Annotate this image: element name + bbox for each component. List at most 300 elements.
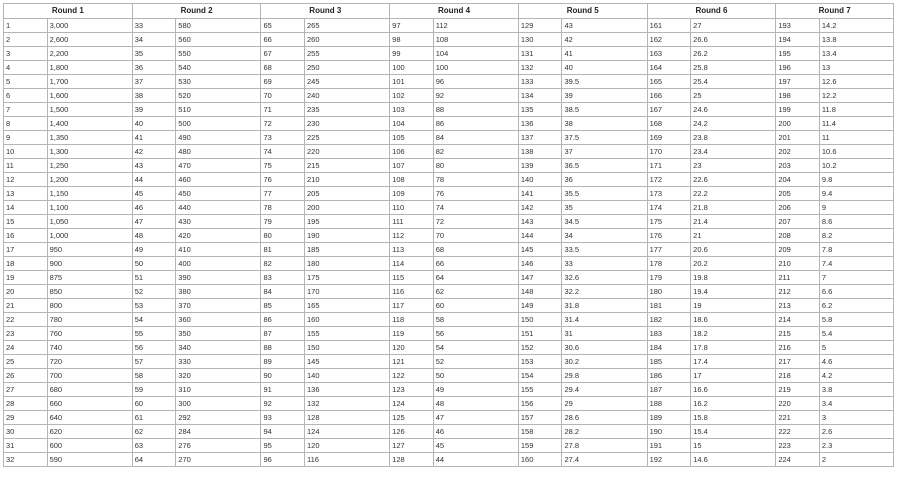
- table-row: [4, 383, 894, 397]
- pick-value-cell: 15: [691, 439, 776, 453]
- pick-number-cell: 155: [518, 383, 562, 397]
- table-row: [4, 257, 894, 271]
- pick-value-cell: 48: [433, 397, 518, 411]
- pick-number-cell: 84: [261, 285, 305, 299]
- pick-number-cell: 207: [776, 215, 820, 229]
- round-4-header: Round 4: [390, 4, 519, 19]
- pick-number-cell: 52: [132, 285, 176, 299]
- pick-number-cell: 19: [4, 271, 48, 285]
- pick-number-cell: 88: [261, 341, 305, 355]
- pick-value-cell: 34.5: [562, 215, 647, 229]
- pick-value-cell: 7.4: [819, 257, 893, 271]
- pick-value-cell: 80: [433, 159, 518, 173]
- pick-number-cell: 12: [4, 173, 48, 187]
- pick-number-cell: 15: [4, 215, 48, 229]
- pick-value-cell: 2: [819, 453, 893, 467]
- pick-number-cell: 214: [776, 313, 820, 327]
- pick-value-cell: 28.6: [562, 411, 647, 425]
- pick-number-cell: 185: [647, 355, 691, 369]
- pick-number-cell: 93: [261, 411, 305, 425]
- pick-value-cell: 360: [176, 313, 261, 327]
- pick-value-cell: 13.8: [819, 33, 893, 47]
- pick-value-cell: 104: [433, 47, 518, 61]
- pick-value-cell: 900: [47, 257, 132, 271]
- pick-value-cell: 5.4: [819, 327, 893, 341]
- pick-value-cell: 13.4: [819, 47, 893, 61]
- pick-number-cell: 129: [518, 19, 562, 33]
- pick-number-cell: 87: [261, 327, 305, 341]
- pick-value-cell: 9.4: [819, 187, 893, 201]
- pick-value-cell: 260: [305, 33, 390, 47]
- pick-value-cell: 20.2: [691, 257, 776, 271]
- pick-number-cell: 141: [518, 187, 562, 201]
- pick-number-cell: 5: [4, 75, 48, 89]
- pick-number-cell: 134: [518, 89, 562, 103]
- pick-value-cell: 300: [176, 397, 261, 411]
- pick-value-cell: 19: [691, 299, 776, 313]
- pick-number-cell: 151: [518, 327, 562, 341]
- pick-number-cell: 192: [647, 453, 691, 467]
- pick-number-cell: 70: [261, 89, 305, 103]
- pick-number-cell: 200: [776, 117, 820, 131]
- round-1-header: Round 1: [4, 4, 133, 19]
- pick-number-cell: 169: [647, 131, 691, 145]
- pick-value-cell: 74: [433, 201, 518, 215]
- pick-number-cell: 46: [132, 201, 176, 215]
- pick-number-cell: 183: [647, 327, 691, 341]
- pick-number-cell: 145: [518, 243, 562, 257]
- pick-number-cell: 198: [776, 89, 820, 103]
- pick-number-cell: 119: [390, 327, 434, 341]
- pick-number-cell: 115: [390, 271, 434, 285]
- pick-value-cell: 33.5: [562, 243, 647, 257]
- pick-value-cell: 430: [176, 215, 261, 229]
- pick-number-cell: 94: [261, 425, 305, 439]
- pick-value-cell: 21: [691, 229, 776, 243]
- pick-number-cell: 24: [4, 341, 48, 355]
- pick-value-cell: 15.8: [691, 411, 776, 425]
- pick-number-cell: 194: [776, 33, 820, 47]
- pick-number-cell: 217: [776, 355, 820, 369]
- pick-value-cell: 5: [819, 341, 893, 355]
- pick-number-cell: 21: [4, 299, 48, 313]
- pick-value-cell: 38: [562, 117, 647, 131]
- pick-number-cell: 189: [647, 411, 691, 425]
- pick-value-cell: 10.2: [819, 159, 893, 173]
- pick-number-cell: 96: [261, 453, 305, 467]
- pick-value-cell: 36: [562, 173, 647, 187]
- pick-value-cell: 7.8: [819, 243, 893, 257]
- pick-value-cell: 470: [176, 159, 261, 173]
- pick-value-cell: 240: [305, 89, 390, 103]
- pick-value-cell: 255: [305, 47, 390, 61]
- pick-number-cell: 106: [390, 145, 434, 159]
- pick-number-cell: 38: [132, 89, 176, 103]
- pick-number-cell: 83: [261, 271, 305, 285]
- pick-number-cell: 190: [647, 425, 691, 439]
- pick-number-cell: 118: [390, 313, 434, 327]
- pick-number-cell: 123: [390, 383, 434, 397]
- pick-value-cell: 84: [433, 131, 518, 145]
- pick-value-cell: 70: [433, 229, 518, 243]
- pick-value-cell: 17.4: [691, 355, 776, 369]
- pick-number-cell: 57: [132, 355, 176, 369]
- pick-value-cell: 19.4: [691, 285, 776, 299]
- pick-value-cell: 225: [305, 131, 390, 145]
- pick-number-cell: 202: [776, 145, 820, 159]
- pick-number-cell: 162: [647, 33, 691, 47]
- pick-number-cell: 132: [518, 61, 562, 75]
- pick-number-cell: 143: [518, 215, 562, 229]
- pick-number-cell: 131: [518, 47, 562, 61]
- pick-number-cell: 135: [518, 103, 562, 117]
- pick-value-cell: 390: [176, 271, 261, 285]
- pick-value-cell: 460: [176, 173, 261, 187]
- pick-value-cell: 31.8: [562, 299, 647, 313]
- round-2-header: Round 2: [132, 4, 261, 19]
- pick-number-cell: 196: [776, 61, 820, 75]
- pick-value-cell: 78: [433, 173, 518, 187]
- pick-number-cell: 161: [647, 19, 691, 33]
- pick-number-cell: 203: [776, 159, 820, 173]
- pick-number-cell: 29: [4, 411, 48, 425]
- pick-number-cell: 2: [4, 33, 48, 47]
- table-row: [4, 159, 894, 173]
- pick-value-cell: 47: [433, 411, 518, 425]
- pick-value-cell: 680: [47, 383, 132, 397]
- round-7-header: Round 7: [776, 4, 894, 19]
- pick-number-cell: 18: [4, 257, 48, 271]
- pick-value-cell: 1,000: [47, 229, 132, 243]
- pick-number-cell: 108: [390, 173, 434, 187]
- pick-number-cell: 205: [776, 187, 820, 201]
- pick-number-cell: 221: [776, 411, 820, 425]
- pick-value-cell: 50: [433, 369, 518, 383]
- pick-number-cell: 61: [132, 411, 176, 425]
- pick-value-cell: 26.2: [691, 47, 776, 61]
- table-row: [4, 355, 894, 369]
- table-row: [4, 397, 894, 411]
- pick-number-cell: 209: [776, 243, 820, 257]
- pick-number-cell: 137: [518, 131, 562, 145]
- pick-value-cell: 32.6: [562, 271, 647, 285]
- pick-value-cell: 29.4: [562, 383, 647, 397]
- table-row: [4, 173, 894, 187]
- pick-number-cell: 49: [132, 243, 176, 257]
- pick-value-cell: 1,250: [47, 159, 132, 173]
- pick-value-cell: 9: [819, 201, 893, 215]
- pick-value-cell: 310: [176, 383, 261, 397]
- pick-number-cell: 58: [132, 369, 176, 383]
- pick-value-cell: 128: [305, 411, 390, 425]
- pick-value-cell: 60: [433, 299, 518, 313]
- pick-value-cell: 1,200: [47, 173, 132, 187]
- pick-number-cell: 16: [4, 229, 48, 243]
- pick-value-cell: 600: [47, 439, 132, 453]
- pick-number-cell: 55: [132, 327, 176, 341]
- pick-value-cell: 270: [176, 453, 261, 467]
- pick-number-cell: 20: [4, 285, 48, 299]
- pick-number-cell: 91: [261, 383, 305, 397]
- table-row: [4, 285, 894, 299]
- table-row: [4, 299, 894, 313]
- pick-number-cell: 65: [261, 19, 305, 33]
- pick-value-cell: 620: [47, 425, 132, 439]
- pick-value-cell: 1,400: [47, 117, 132, 131]
- pick-number-cell: 148: [518, 285, 562, 299]
- pick-number-cell: 126: [390, 425, 434, 439]
- pick-number-cell: 1: [4, 19, 48, 33]
- pick-value-cell: 3.8: [819, 383, 893, 397]
- pick-number-cell: 156: [518, 397, 562, 411]
- pick-value-cell: 490: [176, 131, 261, 145]
- pick-value-cell: 190: [305, 229, 390, 243]
- pick-value-cell: 1,050: [47, 215, 132, 229]
- pick-number-cell: 186: [647, 369, 691, 383]
- pick-value-cell: 800: [47, 299, 132, 313]
- pick-value-cell: 21.8: [691, 201, 776, 215]
- pick-number-cell: 74: [261, 145, 305, 159]
- pick-number-cell: 182: [647, 313, 691, 327]
- pick-value-cell: 37.5: [562, 131, 647, 145]
- pick-value-cell: 400: [176, 257, 261, 271]
- pick-value-cell: 15.4: [691, 425, 776, 439]
- pick-value-cell: 29.8: [562, 369, 647, 383]
- pick-value-cell: 21.4: [691, 215, 776, 229]
- pick-value-cell: 31.4: [562, 313, 647, 327]
- pick-number-cell: 133: [518, 75, 562, 89]
- pick-value-cell: 1,700: [47, 75, 132, 89]
- pick-number-cell: 78: [261, 201, 305, 215]
- pick-value-cell: 1,600: [47, 89, 132, 103]
- table-row: [4, 439, 894, 453]
- pick-value-cell: 100: [433, 61, 518, 75]
- pick-value-cell: 20.6: [691, 243, 776, 257]
- table-row: [4, 271, 894, 285]
- pick-number-cell: 35: [132, 47, 176, 61]
- pick-value-cell: 175: [305, 271, 390, 285]
- pick-value-cell: 27: [691, 19, 776, 33]
- pick-number-cell: 218: [776, 369, 820, 383]
- pick-number-cell: 191: [647, 439, 691, 453]
- pick-value-cell: 11.8: [819, 103, 893, 117]
- pick-number-cell: 69: [261, 75, 305, 89]
- pick-number-cell: 32: [4, 453, 48, 467]
- pick-value-cell: 265: [305, 19, 390, 33]
- pick-value-cell: 116: [305, 453, 390, 467]
- table-row: [4, 19, 894, 33]
- pick-number-cell: 86: [261, 313, 305, 327]
- pick-value-cell: 72: [433, 215, 518, 229]
- pick-value-cell: 510: [176, 103, 261, 117]
- pick-number-cell: 121: [390, 355, 434, 369]
- pick-value-cell: 230: [305, 117, 390, 131]
- pick-value-cell: 370: [176, 299, 261, 313]
- pick-value-cell: 480: [176, 145, 261, 159]
- pick-number-cell: 99: [390, 47, 434, 61]
- pick-number-cell: 77: [261, 187, 305, 201]
- pick-value-cell: 2,600: [47, 33, 132, 47]
- pick-number-cell: 27: [4, 383, 48, 397]
- pick-value-cell: 540: [176, 61, 261, 75]
- pick-number-cell: 26: [4, 369, 48, 383]
- pick-number-cell: 82: [261, 257, 305, 271]
- pick-value-cell: 66: [433, 257, 518, 271]
- pick-value-cell: 950: [47, 243, 132, 257]
- pick-value-cell: 76: [433, 187, 518, 201]
- pick-number-cell: 140: [518, 173, 562, 187]
- pick-value-cell: 8.6: [819, 215, 893, 229]
- pick-number-cell: 149: [518, 299, 562, 313]
- pick-value-cell: 3.4: [819, 397, 893, 411]
- pick-value-cell: 740: [47, 341, 132, 355]
- pick-number-cell: 8: [4, 117, 48, 131]
- pick-number-cell: 3: [4, 47, 48, 61]
- pick-number-cell: 206: [776, 201, 820, 215]
- pick-number-cell: 160: [518, 453, 562, 467]
- pick-value-cell: 26.6: [691, 33, 776, 47]
- pick-number-cell: 101: [390, 75, 434, 89]
- pick-value-cell: 23.8: [691, 131, 776, 145]
- pick-number-cell: 166: [647, 89, 691, 103]
- pick-value-cell: 440: [176, 201, 261, 215]
- pick-number-cell: 212: [776, 285, 820, 299]
- pick-number-cell: 175: [647, 215, 691, 229]
- pick-number-cell: 17: [4, 243, 48, 257]
- pick-value-cell: 215: [305, 159, 390, 173]
- pick-value-cell: 68: [433, 243, 518, 257]
- pick-value-cell: 660: [47, 397, 132, 411]
- pick-number-cell: 144: [518, 229, 562, 243]
- round-6-header: Round 6: [647, 4, 776, 19]
- pick-value-cell: 19.8: [691, 271, 776, 285]
- table-row: [4, 145, 894, 159]
- pick-number-cell: 56: [132, 341, 176, 355]
- pick-value-cell: 245: [305, 75, 390, 89]
- table-row: [4, 75, 894, 89]
- pick-number-cell: 64: [132, 453, 176, 467]
- pick-number-cell: 80: [261, 229, 305, 243]
- pick-value-cell: 276: [176, 439, 261, 453]
- pick-value-cell: 410: [176, 243, 261, 257]
- pick-value-cell: 320: [176, 369, 261, 383]
- pick-value-cell: 200: [305, 201, 390, 215]
- pick-number-cell: 180: [647, 285, 691, 299]
- pick-value-cell: 112: [433, 19, 518, 33]
- pick-number-cell: 9: [4, 131, 48, 145]
- pick-number-cell: 71: [261, 103, 305, 117]
- pick-number-cell: 39: [132, 103, 176, 117]
- pick-number-cell: 124: [390, 397, 434, 411]
- pick-value-cell: 44: [433, 453, 518, 467]
- pick-value-cell: 23.4: [691, 145, 776, 159]
- table-row: [4, 201, 894, 215]
- pick-value-cell: 4.2: [819, 369, 893, 383]
- pick-value-cell: 250: [305, 61, 390, 75]
- table-row: [4, 411, 894, 425]
- pick-value-cell: 450: [176, 187, 261, 201]
- pick-number-cell: 111: [390, 215, 434, 229]
- pick-number-cell: 100: [390, 61, 434, 75]
- pick-value-cell: 24.6: [691, 103, 776, 117]
- pick-number-cell: 127: [390, 439, 434, 453]
- pick-value-cell: 330: [176, 355, 261, 369]
- pick-number-cell: 153: [518, 355, 562, 369]
- pick-value-cell: 62: [433, 285, 518, 299]
- table-row: [4, 243, 894, 257]
- pick-value-cell: 1,350: [47, 131, 132, 145]
- table-row: [4, 229, 894, 243]
- pick-value-cell: 28.2: [562, 425, 647, 439]
- pick-number-cell: 81: [261, 243, 305, 257]
- pick-value-cell: 292: [176, 411, 261, 425]
- pick-number-cell: 167: [647, 103, 691, 117]
- table-row: [4, 103, 894, 117]
- pick-number-cell: 40: [132, 117, 176, 131]
- pick-number-cell: 211: [776, 271, 820, 285]
- pick-value-cell: 64: [433, 271, 518, 285]
- pick-value-cell: 18.2: [691, 327, 776, 341]
- pick-number-cell: 28: [4, 397, 48, 411]
- table-row: [4, 327, 894, 341]
- pick-value-cell: 220: [305, 145, 390, 159]
- pick-number-cell: 107: [390, 159, 434, 173]
- pick-number-cell: 48: [132, 229, 176, 243]
- pick-value-cell: 500: [176, 117, 261, 131]
- pick-value-cell: 590: [47, 453, 132, 467]
- pick-number-cell: 172: [647, 173, 691, 187]
- pick-number-cell: 195: [776, 47, 820, 61]
- pick-value-cell: 520: [176, 89, 261, 103]
- pick-number-cell: 4: [4, 61, 48, 75]
- pick-value-cell: 33: [562, 257, 647, 271]
- pick-value-cell: 108: [433, 33, 518, 47]
- pick-number-cell: 95: [261, 439, 305, 453]
- pick-number-cell: 139: [518, 159, 562, 173]
- table-row: [4, 453, 894, 467]
- pick-value-cell: 36.5: [562, 159, 647, 173]
- pick-value-cell: 25.8: [691, 61, 776, 75]
- header-row: [4, 4, 894, 19]
- pick-number-cell: 60: [132, 397, 176, 411]
- pick-number-cell: 30: [4, 425, 48, 439]
- pick-value-cell: 13: [819, 61, 893, 75]
- pick-number-cell: 163: [647, 47, 691, 61]
- pick-value-cell: 30.2: [562, 355, 647, 369]
- pick-number-cell: 14: [4, 201, 48, 215]
- pick-number-cell: 154: [518, 369, 562, 383]
- pick-number-cell: 25: [4, 355, 48, 369]
- pick-value-cell: 560: [176, 33, 261, 47]
- pick-value-cell: 86: [433, 117, 518, 131]
- pick-number-cell: 116: [390, 285, 434, 299]
- pick-value-cell: 92: [433, 89, 518, 103]
- table-row: [4, 187, 894, 201]
- pick-value-cell: 23: [691, 159, 776, 173]
- pick-value-cell: 16.2: [691, 397, 776, 411]
- pick-number-cell: 47: [132, 215, 176, 229]
- pick-value-cell: 46: [433, 425, 518, 439]
- pick-number-cell: 150: [518, 313, 562, 327]
- table-row: [4, 313, 894, 327]
- pick-number-cell: 130: [518, 33, 562, 47]
- table-row: [4, 425, 894, 439]
- pick-value-cell: 10.6: [819, 145, 893, 159]
- pick-value-cell: 49: [433, 383, 518, 397]
- pick-number-cell: 85: [261, 299, 305, 313]
- pick-number-cell: 219: [776, 383, 820, 397]
- table-row: [4, 215, 894, 229]
